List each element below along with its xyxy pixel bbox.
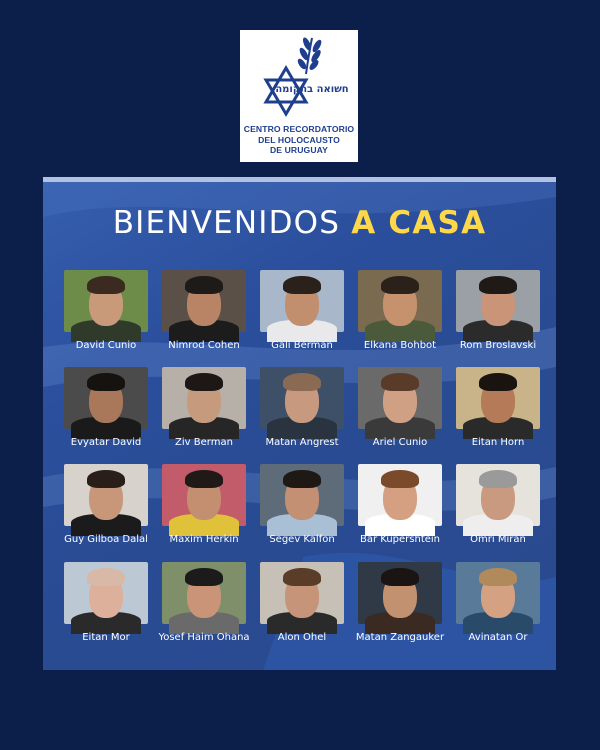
person-photo [358,367,442,429]
person-photo [358,562,442,624]
person-name: Ziv Berman [175,437,233,448]
person-photo-hair [185,373,223,391]
person-photo [456,464,540,526]
person-name: Ariel Cunio [372,437,428,448]
person-name: Alon Ohel [277,632,327,643]
person-photo [64,464,148,526]
logo-line-3: DE URUGUAY [270,145,328,155]
person-photo-hair [479,276,517,294]
poster-title-a-casa: A CASA [351,205,487,241]
holocaust-center-logo [240,30,358,162]
logo-line-1: CENTRO RECORDATORIO [243,124,355,134]
person-name: Gali Berman [271,340,333,351]
person-name: Guy Gilboa Dalal [64,534,148,545]
person-photo-hair [381,568,419,586]
person-photo [162,464,246,526]
person-photo-hair [479,373,517,391]
person-photo-hair [479,568,517,586]
person-photo [162,270,246,332]
person-photo [456,270,540,332]
person-photo-hair [185,276,223,294]
person-photo [64,367,148,429]
person-photo [162,562,246,624]
person-photo-hair [479,470,517,488]
person-photo [456,367,540,429]
welcome-home-poster [43,177,556,670]
logo-caption [240,124,358,156]
person-photo [162,367,246,429]
person-name: Matan Angrest [265,437,339,448]
person-photo-hair [185,568,223,586]
person-name: Bar Kupershtein [359,534,441,545]
person-photo [260,270,344,332]
hostage-photo-grid [43,177,556,670]
person-photo [260,562,344,624]
person-photo-hair [381,470,419,488]
person-photo [358,464,442,526]
person-name: Omri Miran [470,534,526,545]
person-name: Maxim Herkin [169,534,239,545]
person-photo-hair [87,276,125,294]
logo-line-2: DEL HOLOCAUSTO [258,134,340,145]
poster-title-bienvenidos: BIENVENIDOS [112,205,341,241]
person-photo [64,270,148,332]
person-photo-hair [283,568,321,586]
star-of-david-olive-branch-icon [260,34,349,122]
person-photo-hair [381,373,419,391]
person-photo-hair [283,470,321,488]
person-name: Evyatar David [70,437,142,448]
person-photo [260,367,344,429]
person-name: Nimrod Cohen [168,340,240,351]
person-name: Segev Kalfon [269,534,335,545]
person-name: Yosef Haim Ohana [158,632,250,643]
person-photo-hair [87,373,125,391]
logo-hebrew-text: חשואה בתקומה [275,84,349,95]
person-photo [64,562,148,624]
person-photo [358,270,442,332]
person-name: Elkana Bohbot [363,340,437,351]
person-photo [456,562,540,624]
person-name: Eitan Horn [471,437,525,448]
person-photo-hair [283,373,321,391]
person-photo-hair [185,470,223,488]
person-photo [260,464,344,526]
person-photo-hair [87,470,125,488]
person-name: Avinatan Or [468,632,528,643]
person-name: Matan Zangauker [355,632,445,643]
person-name: David Cunio [75,340,137,351]
person-name: Rom Broslavski [459,340,537,351]
person-photo-hair [381,276,419,294]
person-photo-hair [87,568,125,586]
person-photo-hair [283,276,321,294]
person-name: Eitan Mor [82,632,130,643]
